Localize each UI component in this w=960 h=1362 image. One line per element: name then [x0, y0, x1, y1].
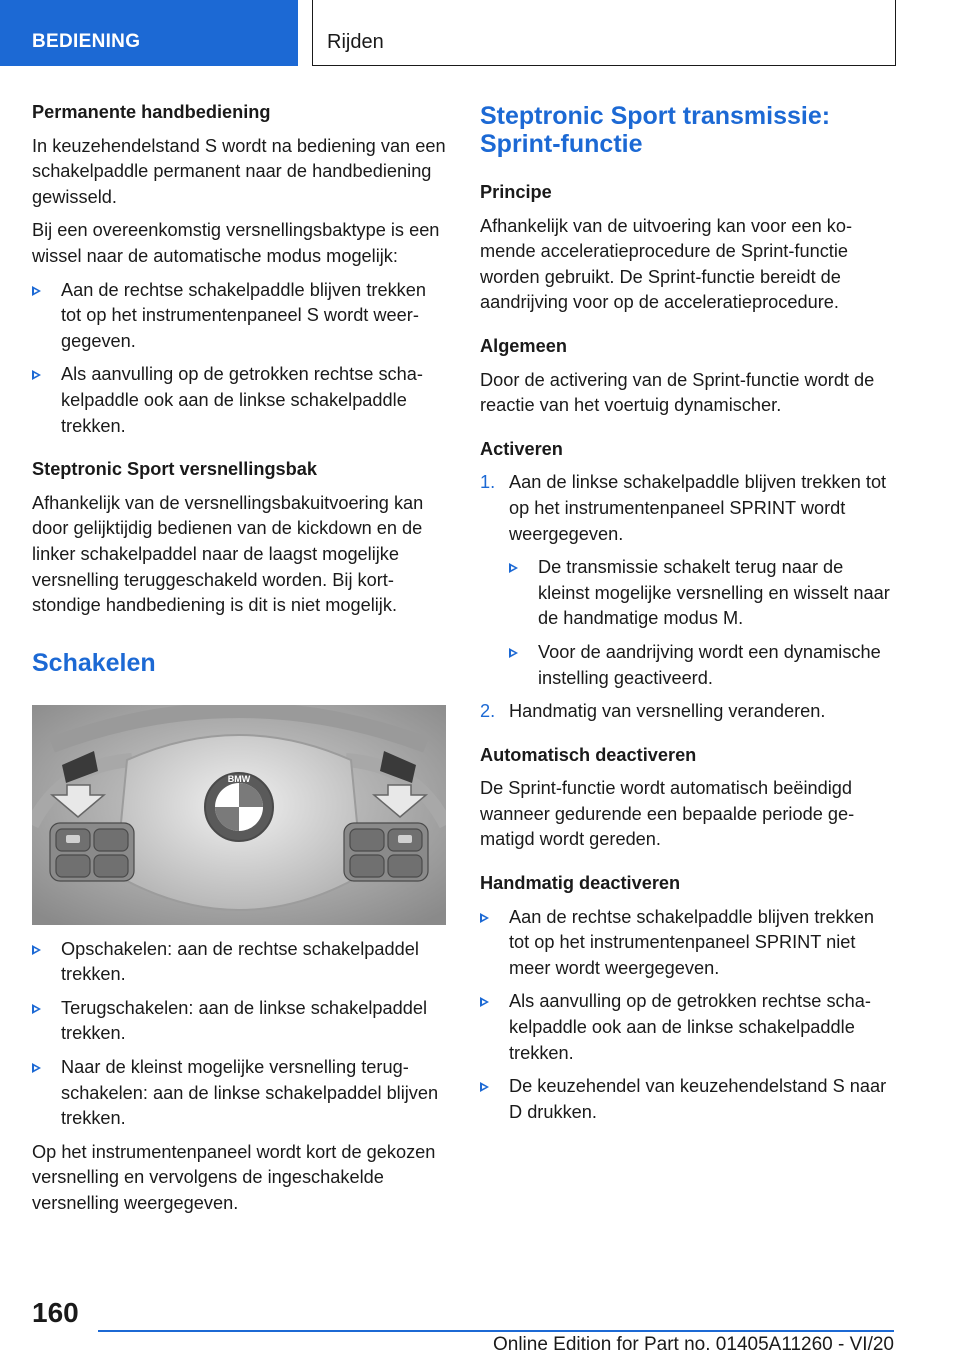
list-item-text: De keuzehendel van keuzehendelstand S naar D drukken.: [509, 1076, 887, 1122]
list-item: [509, 555, 894, 632]
list-item: [32, 1055, 446, 1132]
triangle-bullet-icon: [480, 913, 489, 923]
permanent-paragraph-2: Bij een overeenkomstig versnellingsbaktype is een wissel naar de automatische modus mogelijk:: [32, 220, 440, 266]
list-item-text: Als aanvulling op de getrokken rechtse schakelpaddle ook aan de linkse schakelpaddle trekken.: [509, 991, 871, 1063]
manual-deactivate-list: [480, 905, 894, 1126]
list-item-text: Naar de kleinst mogelijke versnelling terugschakelen: aan de linkse schakelpaddel blijven trekken.: [61, 1057, 439, 1129]
section-tab: BEDIENING: [0, 0, 298, 66]
triangle-bullet-icon: [480, 1082, 489, 1092]
list-item: [32, 996, 446, 1047]
list-item: [509, 640, 894, 691]
footer-rule: [98, 1330, 894, 1332]
list-item: [480, 1074, 894, 1125]
schakelen-list: [32, 937, 446, 1132]
list-item-text: Opschakelen: aan de rechtse schakelpaddel trekken.: [61, 938, 419, 985]
triangle-bullet-icon: [32, 286, 41, 296]
list-item: [32, 278, 446, 355]
triangle-bullet-icon: [32, 945, 41, 955]
triangle-bullet-icon: [32, 370, 41, 380]
list-item: [480, 905, 894, 982]
page-number: 160: [32, 1297, 79, 1328]
step-item: [480, 699, 894, 725]
triangle-bullet-icon: [509, 563, 518, 573]
list-item-text: Aan de rechtse schakelpaddle blijven trekken tot op het instrumentenpaneel S wordt weergegeven.: [61, 279, 426, 351]
right-column: [480, 100, 894, 1133]
sport-heading: Steptronic Sport versnellingsbak: [32, 459, 318, 480]
principe-heading: Principe: [480, 182, 552, 202]
auto-deactivate-paragraph: De Sprint-functie wordt automatisch beëindigd wanneer gedurende een bepaalde periode gematigd wordt gereden.: [480, 778, 855, 850]
permanent-paragraph-1: In keuzehendelstand S wordt na bediening van een schakelpaddle permanent naar de handbediening gewisseld.: [32, 135, 446, 207]
triangle-bullet-icon: [32, 1004, 41, 1014]
step-text: Handmatig van versnelling veranderen.: [509, 701, 826, 722]
step-number: 2.: [480, 701, 496, 722]
list-item: [480, 989, 894, 1066]
algemeen-heading: Algemeen: [480, 335, 567, 356]
activeren-steps: [480, 470, 894, 724]
triangle-bullet-icon: [509, 648, 518, 658]
sport-paragraph: Afhankelijk van de versnellingsbakuitvoering kan door gelijktijdig bedienen van de kickdown en de linker schakelpaddel naar de laagst mogelijke versnelling teruggeschakeld worden. Bij kortstondige handbediening is dit is niet mogelijk.: [32, 492, 424, 616]
schakelen-paragraph: Op het instrumentenpaneel wordt kort de gekozen versnelling en vervolgens de ingeschakelde versnelling weergegeven.: [32, 1141, 436, 1214]
list-item-text: Terugschakelen: aan de linkse schakelpaddel trekken.: [61, 997, 428, 1044]
algemeen-paragraph: Door de activering van de Sprint-functie wordt de reactie van het voertuig dynamischer.: [480, 369, 875, 416]
principe-paragraph: Afhankelijk van de uitvoering kan voor een komende acceleratieprocedure de Sprint-functie worden gebruikt. De Sprint-functie bereidt de aandrijving voor op de acceleratieprocedure.: [480, 215, 853, 313]
sprint-heading: Steptronic Sport transmissie: Sprint-functie: [480, 102, 831, 158]
steering-wheel-photo: [32, 705, 446, 925]
chapter-title: Rijden: [312, 0, 896, 66]
footer-edition: Online Edition for Part no. 01405A11260 - VI/20: [492, 1334, 894, 1355]
list-item-text: Aan de rechtse schakelpaddle blijven trekken tot op het instrumentenpaneel SPRINT niet meer wordt weergegeven.: [509, 906, 874, 978]
step-text: Aan de linkse schakelpaddle blijven trekken tot op het instrumentenpaneel SPRINT wordt weergegeven.: [509, 472, 887, 544]
bmw-logo: [205, 773, 273, 841]
step-sublist: [509, 555, 894, 691]
triangle-bullet-icon: [32, 1063, 41, 1073]
triangle-bullet-icon: [480, 997, 489, 1007]
list-item: [32, 362, 446, 439]
list-item-text: Als aanvulling op de getrokken rechtse schakelpaddle ook aan de linkse schakelpaddle trekken.: [61, 364, 423, 436]
bmw-logo-letters: BMW: [227, 773, 251, 784]
list-item-text: De transmissie schakelt terug naar de kleinst mogelijke versnelling en wisselt naar de handmatige modus M.: [538, 557, 890, 629]
list-item-text: Voor de aandrijving wordt een dynamische instelling geactiveerd.: [538, 641, 881, 688]
step-number: 1.: [480, 472, 496, 493]
list-item: [32, 937, 446, 988]
left-column: [32, 100, 446, 1217]
step-item: [480, 470, 894, 691]
manual-deactivate-heading: Handmatig deactiveren: [480, 873, 681, 894]
schakelen-heading: Schakelen: [32, 648, 156, 677]
permanent-heading: Permanente handbediening: [32, 102, 271, 122]
permanent-list: [32, 278, 446, 440]
activeren-heading: Activeren: [480, 438, 563, 459]
auto-deactivate-heading: Automatisch deactiveren: [480, 744, 697, 765]
